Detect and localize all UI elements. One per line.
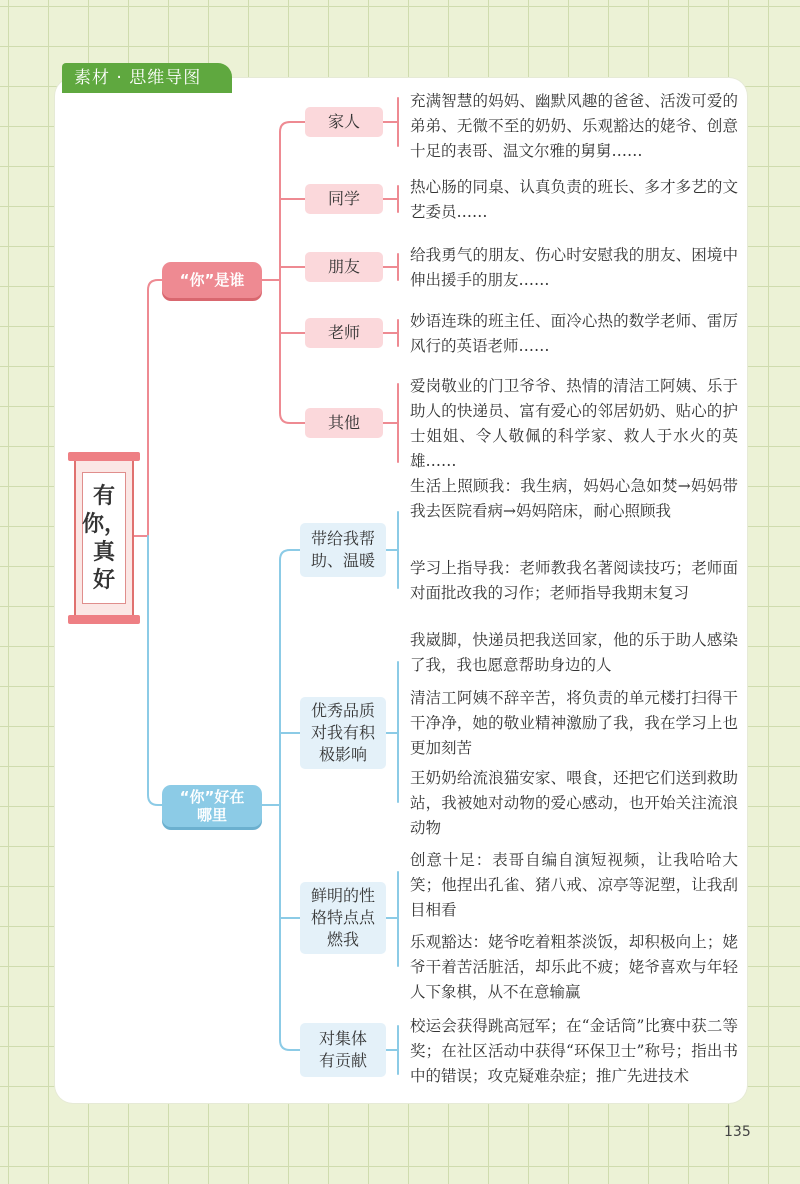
desc-personality-creative: 创意十足：表哥自编自演短视频，让我哈哈大笑；他捏出孔雀、猪八戒、凉亭等泥塑，让我刮目相看 [410,851,738,919]
branch-2-to-subs-line [262,550,300,1050]
desc-help-study: 学习上指导我：老师教我名著阅读技巧；老师面对面批改我的习作；老师指导我期末复习 [410,559,738,602]
bracket-family-line [383,98,398,146]
root-node [74,456,134,620]
branch-1-to-subs-line [262,122,305,423]
section-tag: 素材 · 思维导图 [62,63,232,93]
root-title-line-2: 真 [92,539,115,565]
root-title-line-1: 有你， [81,483,126,537]
bracket-teacher-line [383,320,398,346]
desc-classmate: 热心肠的同桌、认真负责的班长、多才多艺的文艺委员…… [410,178,738,221]
bracket-help-line [386,512,398,588]
branch-who-are-you: “你”是谁 [162,262,262,298]
desc-quality-courier: 我崴脚，快递员把我送回家，他的乐于助人感染了我，我也愿意帮助身边的人 [410,631,738,674]
sub-personality-label: 鲜明的性格特点点燃我 [310,886,375,949]
branch-what-is-good [162,785,262,827]
sub-help-warmth [300,523,386,577]
root-to-branch-2-line [148,536,162,805]
sub-contribution-label: 对集体有贡献 [318,1029,367,1070]
bracket-contribution-line [386,1026,398,1074]
desc-friend: 给我勇气的朋友、伤心时安慰我的朋友、困境中伸出援手的朋友…… [410,246,738,289]
sub-contribution [300,1023,386,1077]
bracket-quality-line [386,662,398,802]
root-title-line-3: 好 [92,567,115,593]
desc-quality-cleaner: 清洁工阿姨不辞辛苦，将负责的单元楼打扫得干干净净，她的敬业精神激励了我，我在学习上也更加刻苦 [410,689,738,757]
desc-family: 充满智慧的妈妈、幽默风趣的爸爸、活泼可爱的弟弟、无微不至的奶奶、乐观豁达的姥爷、创意十足的表哥、温文尔雅的舅舅…… [410,92,738,160]
sub-family: 家人 [305,107,383,137]
desc-teacher: 妙语连珠的班主任、面冷心热的数学老师、雷厉风行的英语老师…… [410,312,738,355]
sub-good-quality-label: 优秀品质对我有积极影响 [310,701,375,764]
desc-quality-grandma: 王奶奶给流浪猫安家、喂食，还把它们送到救助站，我被她对动物的爱心感动，也开始关注流浪动物 [410,769,738,837]
branch-what-is-good-label: “你”好在哪里 [179,788,245,824]
root-title [76,482,132,594]
desc-personality-optimistic: 乐观豁达：姥爷吃着粗茶淡饭，却积极向上；姥爷干着苦活脏活，却乐此不疲；姥爷喜欢与年轻人下象棋，从不在意输赢 [410,933,738,1001]
sub-friend: 朋友 [305,252,383,282]
desc-contribution: 校运会获得跳高冠军；在“金话筒”比赛中获二等奖；在社区活动中获得“环保卫士”称号；指出书中的错误；攻克疑难杂症；推广先进技术 [410,1017,738,1085]
root-to-branch-1-line [134,280,162,536]
sub-classmate: 同学 [305,184,383,214]
desc-other: 爱岗敬业的门卫爷爷、热情的清洁工阿姨、乐于助人的快递员、富有爱心的邻居奶奶、贴心的护士姐姐、令人敬佩的科学家、救人于水火的英雄…… [410,377,738,470]
bracket-classmate-line [383,186,398,212]
page-number: 135 [724,1124,751,1140]
bracket-friend-line [383,254,398,280]
sub-teacher: 老师 [305,318,383,348]
desc-help-life: 生活上照顾我：我生病，妈妈心急如焚→妈妈带我去医院看病→妈妈陪床，耐心照顾我 [410,477,738,520]
sub-personality [300,882,386,954]
bracket-other-line [383,384,398,462]
sub-good-quality [300,697,386,769]
bracket-personality-line [386,872,398,966]
sub-other: 其他 [305,408,383,438]
sub-help-warmth-label: 带给我帮助、温暖 [310,529,375,570]
